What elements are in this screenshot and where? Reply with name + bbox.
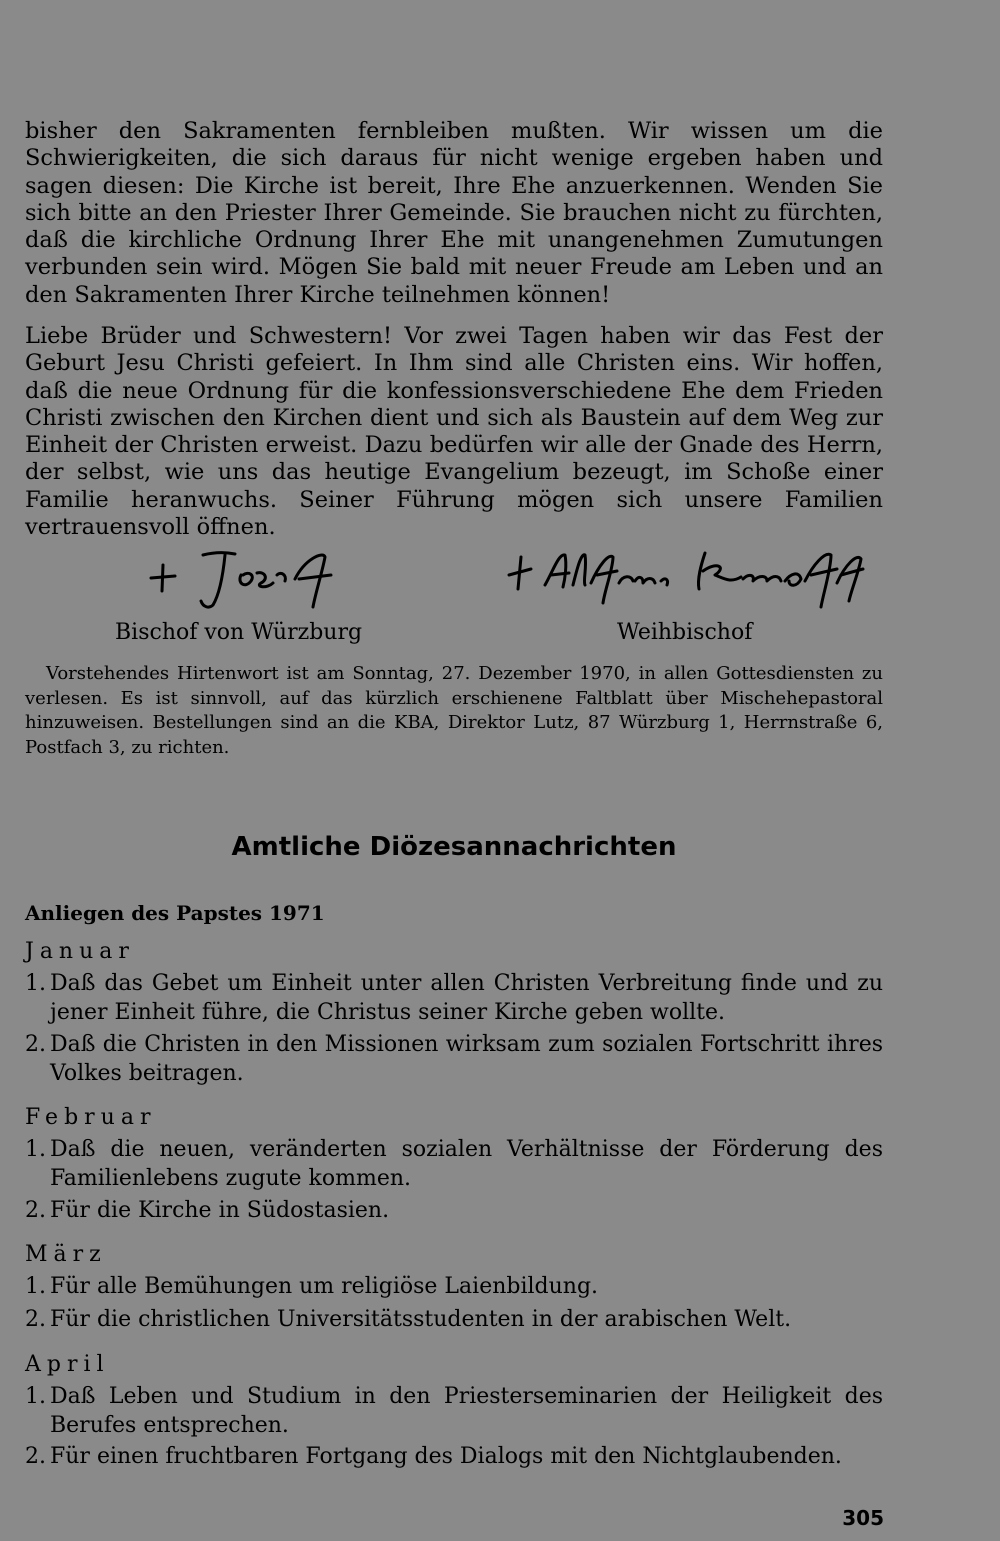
signature-caption-auxiliary-bishop: Weihbischof [617,620,753,645]
item-number: 1. [25,971,46,996]
signature-josef [145,545,345,615]
item-text: Für einen fruchtbaren Fortgang des Dialogs mit den Nichtglaubenden. [50,1444,842,1469]
item-number: 1. [25,1137,46,1162]
page-number: 305 [842,1506,884,1530]
body-paragraph-1: bisher den Sakramenten fernbleiben mußten. Wir wissen um die Schwierigkeiten, die sich daraus für nicht wenige ergeben haben und sagen diesen: Die Kirche ist bereit, Ihre Ehe anzuerkennen. Wenden Sie sich bitte an den Priester Ihrer Gemeinde. Sie brauchen nicht zu fürchten, daß die kirchliche Ordnung Ihrer Ehe mit unangenehmen Zumutungen verbunden sein wird. Mögen Sie bald mit neuer Freude am Leben und an den Sakramenten Ihrer Kirche teilnehmen können! [25,118,883,308]
list-item [25,1443,883,1472]
item-number: 1. [25,1384,46,1409]
month-heading-maerz: März [25,1242,107,1267]
list-item [25,1197,883,1226]
item-number: 2. [25,1032,46,1057]
signature-alfons-kempf [505,545,865,615]
item-text: Für alle Bemühungen um religiöse Laienbildung. [50,1274,599,1299]
list-item [25,1136,883,1193]
reading-note: Vorstehendes Hirtenwort ist am Sonntag, 27. Dezember 1970, in allen Gottesdiensten zu verlesen. Es ist sinnvoll, auf das kürzlich erschienene Faltblatt über Mischehepastoral hinzuweisen. Bestellungen sind an die KBA, Direktor Lutz, 87 Würzburg 1, Herrnstraße 6, Postfach 3, zu richten. [25,663,883,758]
month-heading-april: April [25,1352,110,1377]
item-number: 2. [25,1198,46,1223]
section-title: Amtliche Diözesannachrichten [231,832,677,862]
item-text: Daß das Gebet um Einheit unter allen Christen Verbreitung finde und zu jener Einheit führe, die Christus seiner Kirche geben wollte. [50,971,883,1025]
item-number: 1. [25,1274,46,1299]
item-text: Daß Leben und Studium in den Priesterseminarien der Heiligkeit des Berufes entsprechen. [50,1384,883,1438]
list-item [25,1031,883,1088]
signature-caption-bishop: Bischof von Würzburg [115,620,363,645]
item-text: Daß die neuen, veränderten sozialen Verhältnisse der Förderung des Familienlebens zugute kommen. [50,1137,883,1191]
item-number: 2. [25,1444,46,1469]
item-text: Für die Kirche in Südostasien. [50,1198,390,1223]
item-text: Daß die Christen in den Missionen wirksam zum sozialen Fortschritt ihres Volkes beitragen. [50,1032,883,1086]
list-item [25,1383,883,1440]
list-item [25,970,883,1027]
month-heading-februar: Februar [25,1105,157,1130]
item-text: Für die christlichen Universitätsstudenten in der arabischen Welt. [50,1307,792,1332]
list-item [25,1306,883,1335]
body-paragraph-2: Liebe Brüder und Schwestern! Vor zwei Tagen haben wir das Fest der Geburt Jesu Christi gefeiert. In Ihm sind alle Christen eins. Wir hoffen, daß die neue Ordnung für die konfessionsverschiedene Ehe dem Frieden Christi zwischen den Kirchen dient und sich als Baustein auf dem Weg zur Einheit der Christen erweist. Dazu bedürfen wir alle der Gnade des Herrn, der selbst, wie uns das heutige Evangelium bezeugt, im Schoße einer Familie heranwuchs. Seiner Führung mögen sich unsere Familien vertrauensvoll öffnen. [25,323,883,541]
month-heading-januar: Januar [25,939,135,964]
section-subtitle: Anliegen des Papstes 1971 [25,901,325,925]
item-number: 2. [25,1307,46,1332]
list-item [25,1273,883,1302]
